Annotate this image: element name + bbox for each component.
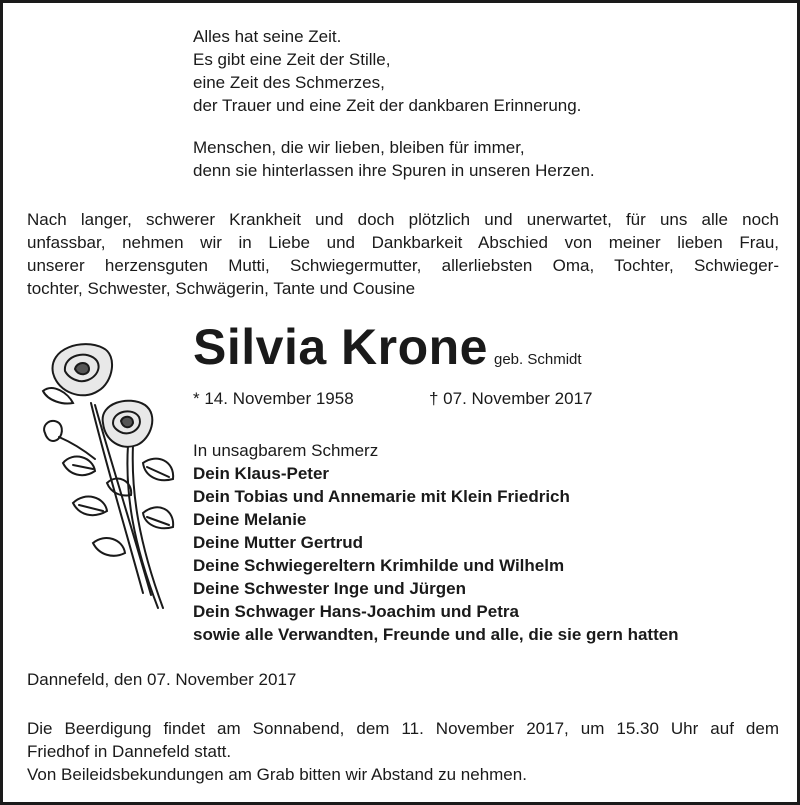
mourner-entry: Deine Melanie — [193, 510, 307, 529]
poem — [193, 25, 713, 201]
mourner-entry: sowie alle Verwandten, Freunde und alle, die sie gern hatten — [193, 625, 679, 644]
mourner-entry: Dein Schwager Hans-Joachim und Petra — [193, 602, 519, 621]
birth-date: * 14. November 1958 — [193, 389, 354, 408]
rose-illustration — [33, 333, 183, 618]
poem-line: denn sie hinterlassen ihre Spuren in unseren Herzen. — [193, 161, 595, 180]
poem-line: der Trauer und eine Zeit der dankbaren Erinnerung. — [193, 96, 582, 115]
poem-line: Es gibt eine Zeit der Stille, — [193, 50, 391, 69]
poem-stanza-2 — [193, 136, 713, 182]
poem-line: Menschen, die wir lieben, bleiben für immer, — [193, 138, 525, 157]
poem-line: Alles hat seine Zeit. — [193, 27, 342, 46]
mourner-entry: Dein Klaus-Peter — [193, 464, 330, 483]
birth-name: geb. Schmidt — [494, 351, 582, 368]
intro-line: tochter, Schwester, Schwägerin, Tante und Cousine — [27, 279, 416, 298]
poem-stanza-1 — [193, 25, 713, 117]
place-and-date: Dannefeld, den 07. November 2017 — [27, 670, 297, 689]
poem-line: eine Zeit des Schmerzes, — [193, 73, 385, 92]
mourner-entry: Deine Schwiegereltern Krimhilde und Wilhelm — [193, 556, 565, 575]
deceased-heading — [193, 319, 582, 375]
funeral-notice — [27, 717, 779, 786]
intro-line: unserer herzensguten Mutti, Schwiegermutter, allerliebsten Oma, Tochter, Schwieger- — [27, 256, 779, 275]
mourner-entry: Deine Mutter Gertrud — [193, 533, 364, 552]
deceased-name: Silvia Krone — [193, 319, 488, 375]
mourners-intro: In unsagbarem Schmerz — [193, 441, 379, 460]
intro-paragraph — [27, 208, 779, 300]
funeral-line: Von Beileidsbekundungen am Grab bitten wir Abstand zu nehmen. — [27, 765, 527, 784]
mourners-list — [193, 439, 753, 646]
funeral-line: Friedhof in Dannefeld statt. — [27, 742, 232, 761]
mourner-entry: Dein Tobias und Annemarie mit Klein Friedrich — [193, 487, 570, 506]
funeral-line: Die Beerdigung findet am Sonnabend, dem 11. November 2017, um 15.30 Uhr auf dem — [27, 719, 779, 738]
mourner-entry: Deine Schwester Inge und Jürgen — [193, 579, 467, 598]
intro-line: unfassbar, nehmen wir in Liebe und Dankbarkeit Abschied von meiner lieben Frau, — [27, 233, 779, 252]
death-date: † 07. November 2017 — [429, 389, 593, 408]
intro-line: Nach langer, schwerer Krankheit und doch plötzlich und unerwartet, für uns alle noch — [27, 210, 779, 229]
